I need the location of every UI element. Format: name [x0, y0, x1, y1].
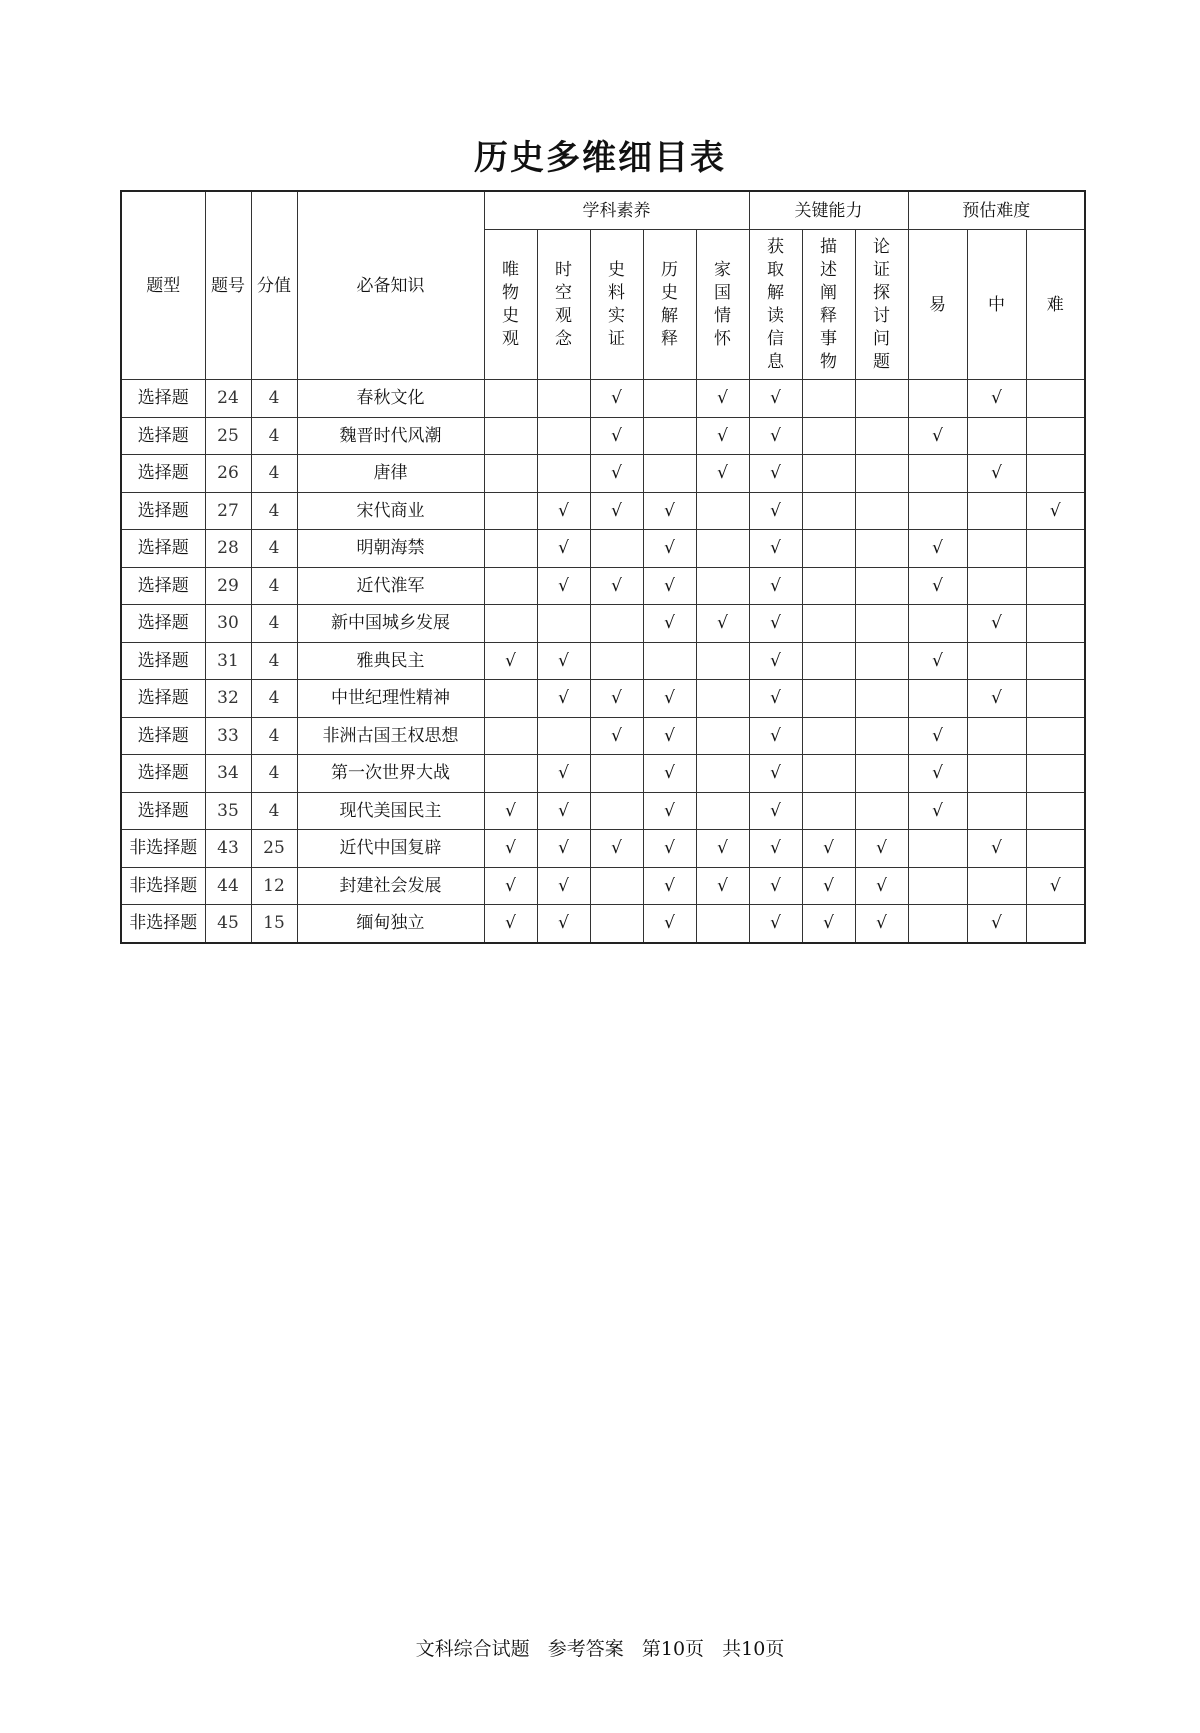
empty-cell — [696, 530, 749, 568]
empty-cell — [484, 717, 537, 755]
table-row — [121, 455, 1085, 493]
cell-number: 43 — [205, 830, 251, 868]
cell-type: 选择题 — [121, 680, 205, 718]
header-sub-label: 家国情怀 — [714, 259, 731, 349]
check-mark-cell: √ — [802, 830, 855, 868]
header-sub — [749, 230, 802, 380]
empty-cell — [855, 380, 908, 418]
empty-cell — [1026, 567, 1085, 605]
empty-cell — [855, 717, 908, 755]
empty-cell — [696, 492, 749, 530]
header-sub — [802, 230, 855, 380]
empty-cell — [855, 567, 908, 605]
check-mark-cell: √ — [749, 867, 802, 905]
check-mark-cell: √ — [696, 455, 749, 493]
empty-cell — [484, 680, 537, 718]
cell-score: 4 — [251, 567, 297, 605]
cell-type: 选择题 — [121, 455, 205, 493]
empty-cell — [908, 605, 967, 643]
table-row — [121, 680, 1085, 718]
header-score: 分值 — [251, 191, 297, 380]
check-mark-cell: √ — [484, 867, 537, 905]
check-mark-cell: √ — [749, 905, 802, 943]
empty-cell — [590, 755, 643, 793]
check-mark-cell: √ — [484, 830, 537, 868]
cell-score: 4 — [251, 455, 297, 493]
cell-score: 4 — [251, 755, 297, 793]
check-mark-cell: √ — [590, 567, 643, 605]
header-sub — [484, 230, 537, 380]
check-mark-cell: √ — [967, 830, 1026, 868]
cell-knowledge: 新中国城乡发展 — [297, 605, 484, 643]
empty-cell — [590, 605, 643, 643]
check-mark-cell: √ — [749, 792, 802, 830]
header-sub-label: 历史解释 — [660, 259, 678, 349]
check-mark-cell: √ — [855, 905, 908, 943]
empty-cell — [696, 642, 749, 680]
header-sub — [537, 230, 590, 380]
check-mark-cell: √ — [643, 567, 696, 605]
cell-number: 29 — [205, 567, 251, 605]
check-mark-cell: √ — [749, 717, 802, 755]
check-mark-cell: √ — [908, 567, 967, 605]
check-mark-cell: √ — [908, 642, 967, 680]
empty-cell — [967, 417, 1026, 455]
table-row — [121, 717, 1085, 755]
empty-cell — [908, 380, 967, 418]
check-mark-cell: √ — [749, 830, 802, 868]
empty-cell — [590, 530, 643, 568]
empty-cell — [967, 530, 1026, 568]
empty-cell — [1026, 455, 1085, 493]
header-sub-medium: 中 — [967, 230, 1026, 380]
header-group-difficulty: 预估难度 — [908, 191, 1085, 230]
check-mark-cell: √ — [749, 455, 802, 493]
detail-table — [120, 190, 1086, 944]
cell-score: 12 — [251, 867, 297, 905]
check-mark-cell: √ — [643, 755, 696, 793]
check-mark-cell: √ — [537, 867, 590, 905]
empty-cell — [537, 380, 590, 418]
table-row — [121, 792, 1085, 830]
empty-cell — [484, 567, 537, 605]
table-row — [121, 830, 1085, 868]
check-mark-cell: √ — [855, 830, 908, 868]
empty-cell — [802, 492, 855, 530]
check-mark-cell: √ — [537, 642, 590, 680]
check-mark-cell: √ — [590, 830, 643, 868]
cell-knowledge: 中世纪理性精神 — [297, 680, 484, 718]
empty-cell — [908, 905, 967, 943]
empty-cell — [802, 417, 855, 455]
empty-cell — [590, 867, 643, 905]
cell-number: 34 — [205, 755, 251, 793]
empty-cell — [802, 642, 855, 680]
empty-cell — [1026, 830, 1085, 868]
header-sub-easy: 易 — [908, 230, 967, 380]
table-row — [121, 380, 1085, 418]
cell-type: 选择题 — [121, 417, 205, 455]
empty-cell — [967, 567, 1026, 605]
cell-number: 30 — [205, 605, 251, 643]
header-type: 题型 — [121, 191, 205, 380]
cell-score: 15 — [251, 905, 297, 943]
cell-knowledge: 非洲古国王权思想 — [297, 717, 484, 755]
empty-cell — [855, 642, 908, 680]
cell-number: 33 — [205, 717, 251, 755]
empty-cell — [1026, 792, 1085, 830]
cell-knowledge: 明朝海禁 — [297, 530, 484, 568]
check-mark-cell: √ — [484, 792, 537, 830]
check-mark-cell: √ — [590, 492, 643, 530]
empty-cell — [802, 605, 855, 643]
empty-cell — [1026, 905, 1085, 943]
check-mark-cell: √ — [967, 905, 1026, 943]
cell-knowledge: 近代中国复辟 — [297, 830, 484, 868]
empty-cell — [1026, 680, 1085, 718]
check-mark-cell: √ — [590, 455, 643, 493]
cell-score: 4 — [251, 417, 297, 455]
cell-number: 25 — [205, 417, 251, 455]
empty-cell — [967, 642, 1026, 680]
check-mark-cell: √ — [967, 455, 1026, 493]
empty-cell — [484, 455, 537, 493]
cell-knowledge: 封建社会发展 — [297, 867, 484, 905]
table-row — [121, 905, 1085, 943]
empty-cell — [967, 792, 1026, 830]
cell-number: 45 — [205, 905, 251, 943]
check-mark-cell: √ — [749, 642, 802, 680]
cell-type: 选择题 — [121, 492, 205, 530]
check-mark-cell: √ — [1026, 492, 1085, 530]
header-knowledge: 必备知识 — [297, 191, 484, 380]
header-sub — [696, 230, 749, 380]
empty-cell — [802, 455, 855, 493]
check-mark-cell: √ — [696, 380, 749, 418]
check-mark-cell: √ — [484, 642, 537, 680]
check-mark-cell: √ — [590, 417, 643, 455]
empty-cell — [802, 792, 855, 830]
empty-cell — [1026, 605, 1085, 643]
empty-cell — [802, 717, 855, 755]
check-mark-cell: √ — [908, 417, 967, 455]
empty-cell — [484, 492, 537, 530]
check-mark-cell: √ — [643, 530, 696, 568]
table-row — [121, 492, 1085, 530]
check-mark-cell: √ — [749, 755, 802, 793]
table-row — [121, 755, 1085, 793]
empty-cell — [855, 455, 908, 493]
empty-cell — [908, 680, 967, 718]
check-mark-cell: √ — [749, 417, 802, 455]
header-sub — [590, 230, 643, 380]
empty-cell — [643, 455, 696, 493]
empty-cell — [908, 830, 967, 868]
empty-cell — [1026, 530, 1085, 568]
cell-type: 非选择题 — [121, 905, 205, 943]
empty-cell — [967, 867, 1026, 905]
cell-number: 44 — [205, 867, 251, 905]
empty-cell — [484, 380, 537, 418]
check-mark-cell: √ — [908, 717, 967, 755]
cell-type: 选择题 — [121, 755, 205, 793]
cell-knowledge: 缅甸独立 — [297, 905, 484, 943]
cell-number: 26 — [205, 455, 251, 493]
check-mark-cell: √ — [643, 717, 696, 755]
cell-score: 4 — [251, 492, 297, 530]
cell-number: 32 — [205, 680, 251, 718]
empty-cell — [1026, 380, 1085, 418]
empty-cell — [537, 455, 590, 493]
cell-type: 选择题 — [121, 530, 205, 568]
cell-number: 24 — [205, 380, 251, 418]
check-mark-cell: √ — [696, 417, 749, 455]
cell-score: 4 — [251, 605, 297, 643]
page-title: 历史多维细目表 — [474, 138, 726, 178]
empty-cell — [696, 905, 749, 943]
cell-knowledge: 现代美国民主 — [297, 792, 484, 830]
check-mark-cell: √ — [696, 605, 749, 643]
header-sub-hard: 难 — [1026, 230, 1085, 380]
empty-cell — [1026, 717, 1085, 755]
empty-cell — [643, 642, 696, 680]
check-mark-cell: √ — [749, 492, 802, 530]
cell-number: 28 — [205, 530, 251, 568]
empty-cell — [590, 792, 643, 830]
check-mark-cell: √ — [802, 867, 855, 905]
empty-cell — [537, 605, 590, 643]
cell-type: 选择题 — [121, 567, 205, 605]
check-mark-cell: √ — [643, 792, 696, 830]
empty-cell — [696, 680, 749, 718]
check-mark-cell: √ — [967, 380, 1026, 418]
check-mark-cell: √ — [537, 680, 590, 718]
check-mark-cell: √ — [643, 680, 696, 718]
cell-score: 4 — [251, 530, 297, 568]
header-sub-label: 唯物史观 — [501, 259, 519, 349]
empty-cell — [802, 755, 855, 793]
header-sub-label: 时空观念 — [554, 259, 572, 349]
empty-cell — [855, 792, 908, 830]
empty-cell — [908, 492, 967, 530]
cell-type: 选择题 — [121, 605, 205, 643]
empty-cell — [696, 717, 749, 755]
empty-cell — [696, 567, 749, 605]
empty-cell — [590, 905, 643, 943]
check-mark-cell: √ — [643, 867, 696, 905]
empty-cell — [537, 717, 590, 755]
empty-cell — [855, 755, 908, 793]
check-mark-cell: √ — [537, 755, 590, 793]
cell-knowledge: 魏晋时代风潮 — [297, 417, 484, 455]
empty-cell — [537, 417, 590, 455]
table-body — [121, 380, 1085, 943]
table-row — [121, 567, 1085, 605]
check-mark-cell: √ — [749, 530, 802, 568]
check-mark-cell: √ — [908, 530, 967, 568]
check-mark-cell: √ — [696, 867, 749, 905]
empty-cell — [696, 755, 749, 793]
check-mark-cell: √ — [643, 605, 696, 643]
table-row — [121, 605, 1085, 643]
cell-type: 非选择题 — [121, 830, 205, 868]
header-number: 题号 — [205, 191, 251, 380]
check-mark-cell: √ — [590, 680, 643, 718]
empty-cell — [802, 380, 855, 418]
cell-knowledge: 近代淮军 — [297, 567, 484, 605]
empty-cell — [802, 567, 855, 605]
cell-number: 31 — [205, 642, 251, 680]
table-header — [121, 191, 1085, 380]
check-mark-cell: √ — [749, 605, 802, 643]
cell-score: 4 — [251, 717, 297, 755]
check-mark-cell: √ — [590, 717, 643, 755]
cell-number: 35 — [205, 792, 251, 830]
empty-cell — [1026, 755, 1085, 793]
empty-cell — [643, 417, 696, 455]
cell-number: 27 — [205, 492, 251, 530]
check-mark-cell: √ — [967, 605, 1026, 643]
check-mark-cell: √ — [537, 792, 590, 830]
header-group-ability: 关键能力 — [749, 191, 908, 230]
cell-type: 选择题 — [121, 642, 205, 680]
cell-type: 选择题 — [121, 717, 205, 755]
check-mark-cell: √ — [537, 830, 590, 868]
check-mark-cell: √ — [643, 905, 696, 943]
empty-cell — [1026, 642, 1085, 680]
cell-type: 选择题 — [121, 380, 205, 418]
check-mark-cell: √ — [484, 905, 537, 943]
check-mark-cell: √ — [1026, 867, 1085, 905]
cell-type: 非选择题 — [121, 867, 205, 905]
empty-cell — [967, 492, 1026, 530]
check-mark-cell: √ — [537, 905, 590, 943]
header-sub — [643, 230, 696, 380]
check-mark-cell: √ — [696, 830, 749, 868]
header-sub-label: 史料实证 — [607, 259, 625, 349]
empty-cell — [590, 642, 643, 680]
cell-score: 4 — [251, 792, 297, 830]
table-row — [121, 867, 1085, 905]
header-sub-label: 获取解读信息 — [767, 236, 784, 372]
empty-cell — [967, 755, 1026, 793]
empty-cell — [908, 867, 967, 905]
check-mark-cell: √ — [908, 792, 967, 830]
table-row — [121, 530, 1085, 568]
header-group-literacy: 学科素养 — [484, 191, 749, 230]
empty-cell — [643, 380, 696, 418]
check-mark-cell: √ — [537, 567, 590, 605]
cell-score: 25 — [251, 830, 297, 868]
cell-knowledge: 雅典民主 — [297, 642, 484, 680]
check-mark-cell: √ — [643, 492, 696, 530]
empty-cell — [484, 530, 537, 568]
check-mark-cell: √ — [537, 530, 590, 568]
empty-cell — [855, 492, 908, 530]
check-mark-cell: √ — [749, 380, 802, 418]
empty-cell — [802, 680, 855, 718]
check-mark-cell: √ — [802, 905, 855, 943]
table-row — [121, 642, 1085, 680]
empty-cell — [1026, 417, 1085, 455]
cell-knowledge: 第一次世界大战 — [297, 755, 484, 793]
cell-score: 4 — [251, 380, 297, 418]
check-mark-cell: √ — [749, 567, 802, 605]
check-mark-cell: √ — [643, 830, 696, 868]
cell-type: 选择题 — [121, 792, 205, 830]
empty-cell — [802, 530, 855, 568]
cell-score: 4 — [251, 642, 297, 680]
check-mark-cell: √ — [908, 755, 967, 793]
empty-cell — [855, 680, 908, 718]
check-mark-cell: √ — [855, 867, 908, 905]
cell-knowledge: 春秋文化 — [297, 380, 484, 418]
page-footer: 文科综合试题 参考答案 第10页 共10页 — [415, 1638, 785, 1660]
table-row — [121, 417, 1085, 455]
empty-cell — [484, 755, 537, 793]
empty-cell — [855, 530, 908, 568]
header-sub — [855, 230, 908, 380]
header-sub-label: 论证探讨问题 — [873, 236, 890, 372]
empty-cell — [855, 417, 908, 455]
check-mark-cell: √ — [749, 680, 802, 718]
check-mark-cell: √ — [537, 492, 590, 530]
empty-cell — [696, 792, 749, 830]
empty-cell — [855, 605, 908, 643]
header-sub-label: 描述阐释事物 — [820, 236, 837, 372]
cell-score: 4 — [251, 680, 297, 718]
empty-cell — [908, 455, 967, 493]
cell-knowledge: 唐律 — [297, 455, 484, 493]
cell-knowledge: 宋代商业 — [297, 492, 484, 530]
empty-cell — [967, 717, 1026, 755]
check-mark-cell: √ — [590, 380, 643, 418]
empty-cell — [484, 417, 537, 455]
check-mark-cell: √ — [967, 680, 1026, 718]
empty-cell — [484, 605, 537, 643]
